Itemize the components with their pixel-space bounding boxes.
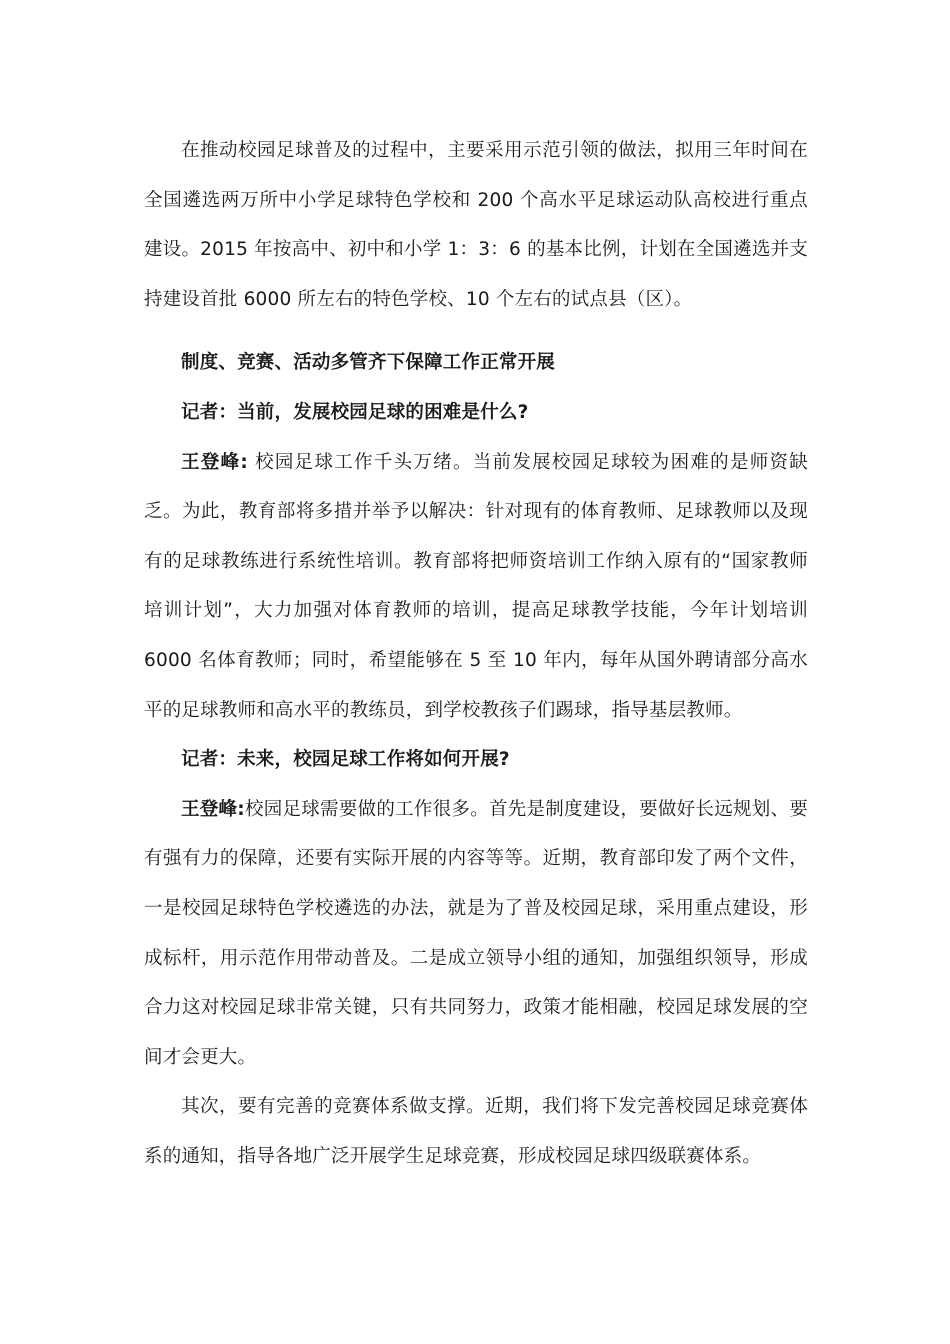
interview-answer bbox=[144, 785, 808, 1083]
section-heading: 制度、竞赛、活动多管齐下保障工作正常开展 bbox=[181, 352, 556, 374]
speaker-name: 王登峰: bbox=[181, 798, 245, 820]
paragraph-gap bbox=[144, 324, 808, 338]
interview-question: 记者：当前，发展校园足球的困难是什么? bbox=[181, 401, 529, 423]
interview-answer bbox=[144, 438, 808, 736]
speaker-name: 王登峰: bbox=[181, 451, 248, 473]
body-paragraph: 其次，要有完善的竞赛体系做支撑。近期，我们将下发完善校园足球竞赛体系的通知，指导各地广泛开展学生足球竞赛，形成校园足球四级联赛体系。 bbox=[144, 1096, 808, 1167]
interview-question: 记者：未来，校园足球工作将如何开展? bbox=[181, 749, 510, 771]
answer-text: 校园足球工作千头万绪。当前发展校园足球较为困难的是师资缺乏。为此，教育部将多措并举予以解决：针对现有的体育教师、足球教师以及现有的足球教练进行系统性培训。教育部将把师资培训工作纳入原有的“国家教师培训计划”，大力加强对体育教师的培训，提高足球教学技能，今年计划培训 6000 名体育教师；同时，希望能够在 5 至 10 年内，每年从国外聘请部分高水平的足球教师和高水平的教练员，到学校教孩子们踢球，指导基层教师。 bbox=[144, 451, 808, 721]
body-paragraph: 在推动校园足球普及的过程中，主要采用示范引领的做法，拟用三年时间在全国遴选两万所中小学足球特色学校和 200 个高水平足球运动队高校进行重点建设。2015 年按高中、初中和小学 1：3：6 的基本比例，计划在全国遴选并支持建设首批 6000 所左右的特色学校、10 个左右的试点县（区）。 bbox=[144, 140, 808, 310]
answer-text: 校园足球需要做的工作很多。首先是制度建设，要做好长远规划、要有强有力的保障，还要有实际开展的内容等等。近期，教育部印发了两个文件，一是校园足球特色学校遴选的办法，就是为了普及校园足球，采用重点建设，形成标杆，用示范作用带动普及。二是成立领导小组的通知，加强组织领导，形成合力这对校园足球非常关键，只有共同努力，政策才能相融，校园足球发展的空间才会更大。 bbox=[144, 798, 808, 1068]
document-body bbox=[144, 126, 808, 1181]
